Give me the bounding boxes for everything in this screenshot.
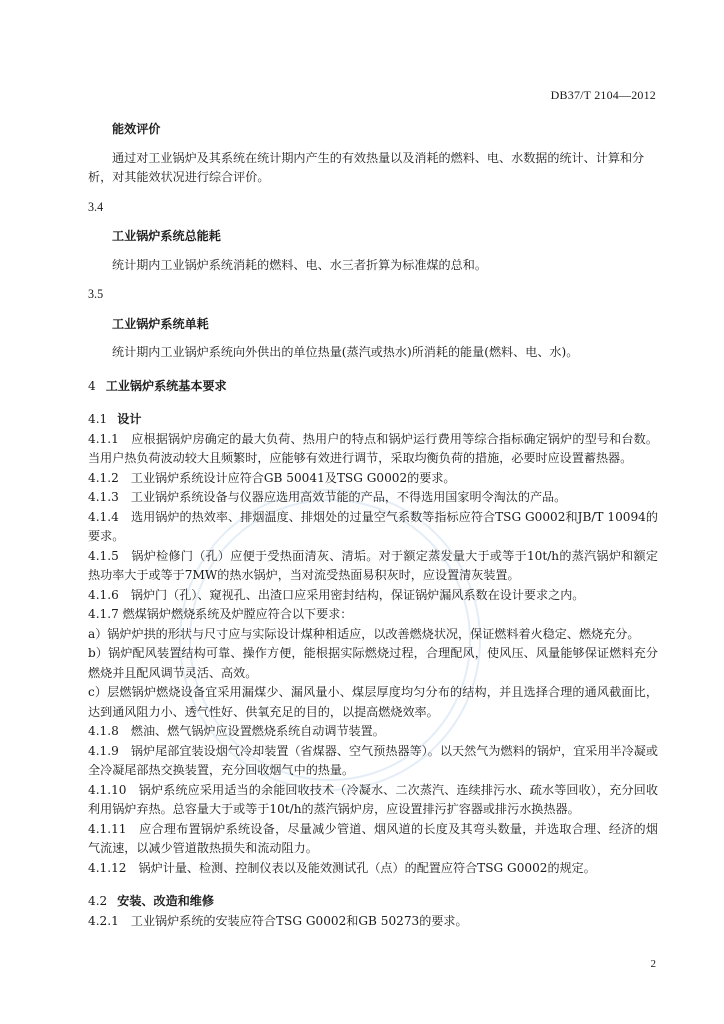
term-definition: 统计期内工业锅炉系统消耗的燃料、电、水三者折算为标准煤的总和。 — [112, 257, 487, 272]
heading-number: 4.1 — [88, 412, 108, 426]
clause-text: 4.1.4 选用锅炉的热效率、排烟温度、排烟处的过量空气系数等指标应符合TSG G0002和JB/T 10094的要求。 — [88, 509, 658, 543]
clause-text: 4.1.9 锅炉尾部宜装设烟气冷却装置（省煤器、空气预热器等）。以天然气为燃料的锅炉，宜采用半冷凝或全冷凝尾部热交换装置，充分回收烟气中的热量。 — [88, 743, 658, 777]
heading-number: 4.2 — [88, 894, 108, 908]
term-heading: 工业锅炉系统总能耗 — [112, 229, 221, 243]
clause-text: 4.1.3 工业锅炉系统设备与仪器应选用高效节能的产品，不得选用国家明令淘汰的产品。 — [88, 490, 567, 504]
clause-text: 4.1.7 燃煤锅炉燃烧系统及炉膛应符合以下要求： — [88, 607, 353, 621]
subsection-heading — [88, 892, 658, 912]
clause-text: 4.1.5 锅炉检修门（孔）应便于受热面清灰、清垢。对于额定蒸发量大于或等于10t/h的蒸汽锅炉和额定热功率大于或等于7MW的热水锅炉，当对流受热面易积灰时，应设置清灰装置。 — [88, 548, 658, 582]
clause-text: 4.1.11 应合理布置锅炉系统设备，尽量减少管道、烟风道的长度及其弯头数量，并选取合理、经济的烟气流速，以减少管道散热损失和流动阻力。 — [88, 821, 658, 855]
clause-number: 3.5 — [88, 287, 104, 301]
clause-text: 4.1.8 燃油、燃气锅炉应设置燃烧系统自动调节装置。 — [88, 724, 385, 738]
clause-text: 4.1.10 锅炉系统应采用适当的余能回收技术（冷凝水、二次蒸汽、连续排污水、疏水等回收），充分回收利用锅炉弃热。总容量大于或等于10t/h的蒸汽锅炉房，应设置排污扩容器或排污水换热器。 — [88, 782, 658, 816]
standard-code: DB37/T 2104—2012 — [550, 88, 656, 102]
heading-text: 安装、改造和维修 — [117, 894, 214, 908]
term-heading: 工业锅炉系统单耗 — [112, 316, 209, 331]
heading-text: 工业锅炉系统基本要求 — [105, 378, 227, 393]
clause-text: 4.2.1 工业锅炉系统的安装应符合TSG G0002和GB 50273的要求。 — [88, 913, 468, 928]
term-definition: 通过对工业锅炉及其系统在统计期内产生的有效热量以及消耗的燃料、电、水数据的统计、计算和分析，对其能效状况进行综合评价。 — [88, 150, 645, 184]
clause-text: a）锅炉炉拱的形状与尺寸应与实际设计煤种相适应，以改善燃烧状况，保证燃料着火稳定、燃烧充分。 — [88, 626, 640, 641]
heading-text: 设计 — [117, 412, 142, 426]
document-body — [88, 110, 658, 931]
heading-number: 4 — [88, 378, 96, 393]
section-heading — [88, 377, 658, 397]
clause-text: 4.1.12 锅炉计量、检测、控制仪表以及能效测试孔（点）的配置应符合TSG G0002的规定。 — [88, 860, 596, 875]
subsection-heading — [88, 410, 658, 430]
clause-text: c）层燃锅炉燃烧设备宜采用漏煤少、漏风量小、煤层厚度均匀分布的结构，并且选择合理的通风截面比，达到通风阻力小、透气性好、供氧充足的目的，以提高燃烧效率。 — [88, 685, 658, 719]
term-heading: 能效评价 — [112, 122, 161, 136]
clause-text: 4.1.1 应根据锅炉房确定的最大负荷、热用户的特点和锅炉运行费用等综合指标确定锅炉的型号和台数。当用户热负荷波动较大且频繁时，应能够有效进行调节，采取均衡负荷的措施，必要时应设置蓄热器。 — [88, 431, 658, 465]
clause-text: 4.1.6 锅炉门（孔）、窥视孔、出渣口应采用密封结构，保证锅炉漏风系数在设计要求之内。 — [88, 587, 585, 602]
page-number: 2 — [650, 958, 656, 970]
clause-text: 4.1.2 工业锅炉系统设计应符合GB 50041及TSG G0002的要求。 — [88, 470, 456, 485]
clause-number: 3.4 — [88, 199, 104, 214]
clause-text: b）锅炉配风装置结构可靠、操作方便，能根据实际燃烧过程，合理配风，使风压、风量能够保证燃料充分燃烧并且配风调节灵活、高效。 — [88, 646, 658, 680]
term-definition: 统计期内工业锅炉系统向外供出的单位热量(蒸汽或热水)所消耗的能量(燃料、电、水)。 — [112, 345, 579, 359]
